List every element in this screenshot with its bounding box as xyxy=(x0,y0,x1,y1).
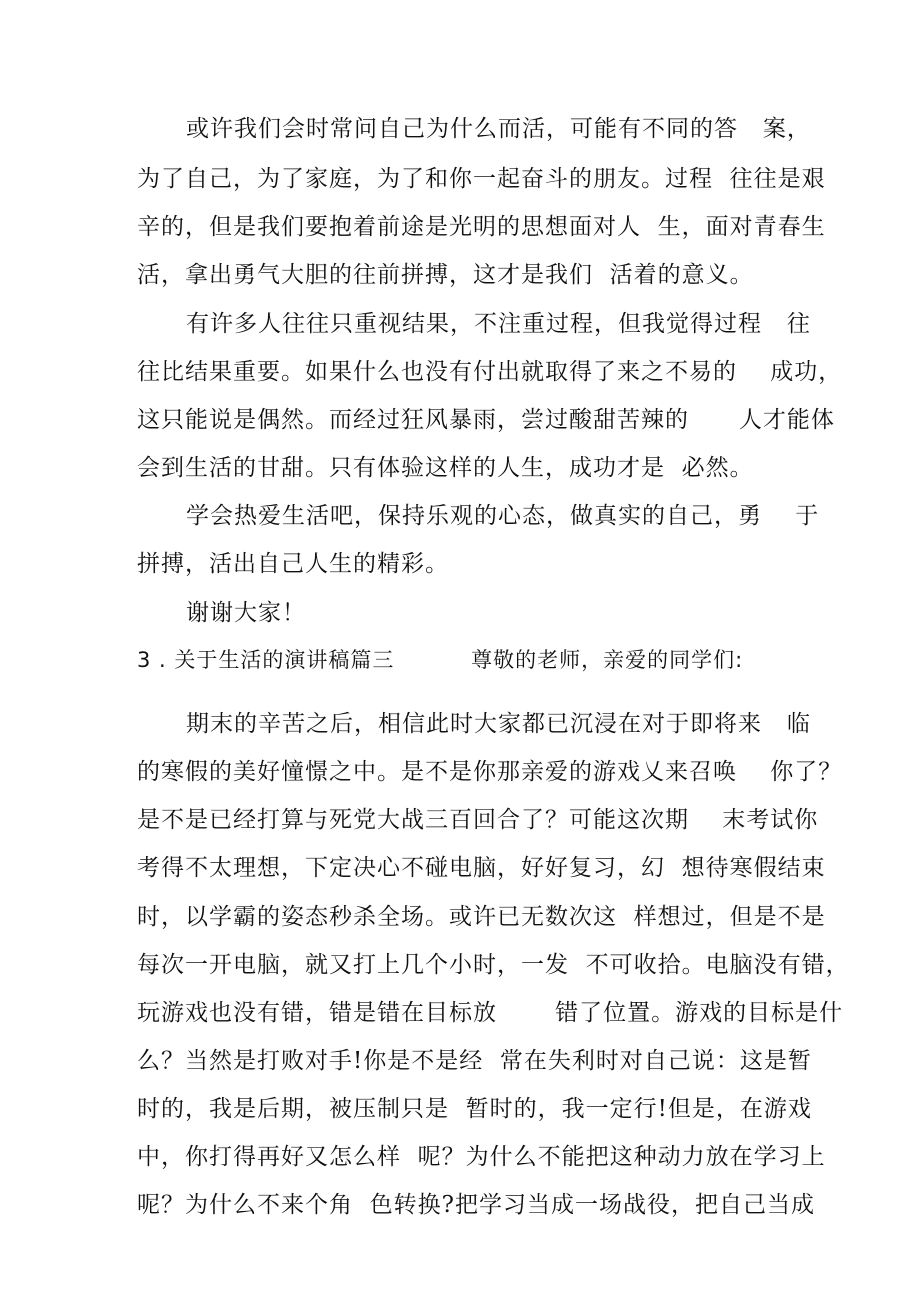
paragraph-line: 时，以学霸的姿态秒杀全场。或许已无数次这 样想过，但是不是 xyxy=(137,904,826,930)
closing-line: 谢谢大家！ xyxy=(186,600,306,626)
paragraph-line: 呢？为什么不来个角 色转换?把学习当成一场战役，把自己当成 xyxy=(137,1192,815,1218)
paragraph-line: 拼搏，活出自己人生的精彩。 xyxy=(137,551,449,577)
paragraph-line: 活，拿出勇气大胆的往前拼搏，这才是我们 活着的意义。 xyxy=(137,262,754,288)
paragraph-line: 每次一开电脑，就又打上几个小时，一发 不可收拾。电脑没有错， xyxy=(137,952,850,978)
paragraph-line: 玩游戏也没有错，错是错在目标放 错了位置。游戏的目标是什 xyxy=(137,1000,844,1026)
paragraph-line: 往比结果重要。如果什么也没有付出就取得了来之不易的 成功， xyxy=(137,359,843,385)
paragraph-line: 考得不太理想，下定决心不碰电脑，好好复习，幻 想待寒假结束 xyxy=(137,855,826,881)
paragraph-line: 这只能说是偶然。而经过狂风暴雨，尝过酸甜苦辣的 人才能体 xyxy=(137,407,835,433)
paragraph-line: 有许多人往往只重视结果，不注重过程，但我觉得过程 往 xyxy=(186,311,811,337)
paragraph-line: 为了自己，为了家庭，为了和你一起奋斗的朋友。过程 往往是艰 xyxy=(137,166,826,192)
paragraph-line: 的寒假的美好憧憬之中。是不是你那亲爱的游戏乂来召唤 你了？ xyxy=(137,759,843,785)
paragraph-line: 期末的辛苦之后，相信此时大家都已沉浸在对于即将来 临 xyxy=(186,711,811,737)
section-heading: 3 . 关于生活的演讲稿篇三 尊敬的老师，亲爱的同学们: xyxy=(137,648,744,672)
paragraph-line: 时的，我是后期，被压制只是 暂时的，我一定行!但是，在游戏 xyxy=(137,1096,812,1122)
paragraph-line: 会到生活的甘甜。只有体验这样的人生，成功才是 必然。 xyxy=(137,455,754,481)
paragraph-line: 么？当然是打败对手!你是不是经 常在失利时对自己说：这是暂 xyxy=(137,1048,812,1074)
paragraph-line: 是不是已经打算与死党大战三百回合了？可能这次期 末考试你 xyxy=(137,807,819,833)
paragraph-line: 学会热爱生活吧，保持乐观的心态，做真实的自己，勇 于 xyxy=(186,503,820,529)
paragraph-line: 或许我们会时常问自己为什么而活，可能有不同的答 案， xyxy=(186,116,811,142)
paragraph-line: 中，你打得再好又怎么样 呢？为什么不能把这种动力放在学习上 xyxy=(137,1144,826,1170)
paragraph-line: 辛的，但是我们要抱着前途是光明的思想面对人 生，面对青春生 xyxy=(137,214,826,240)
